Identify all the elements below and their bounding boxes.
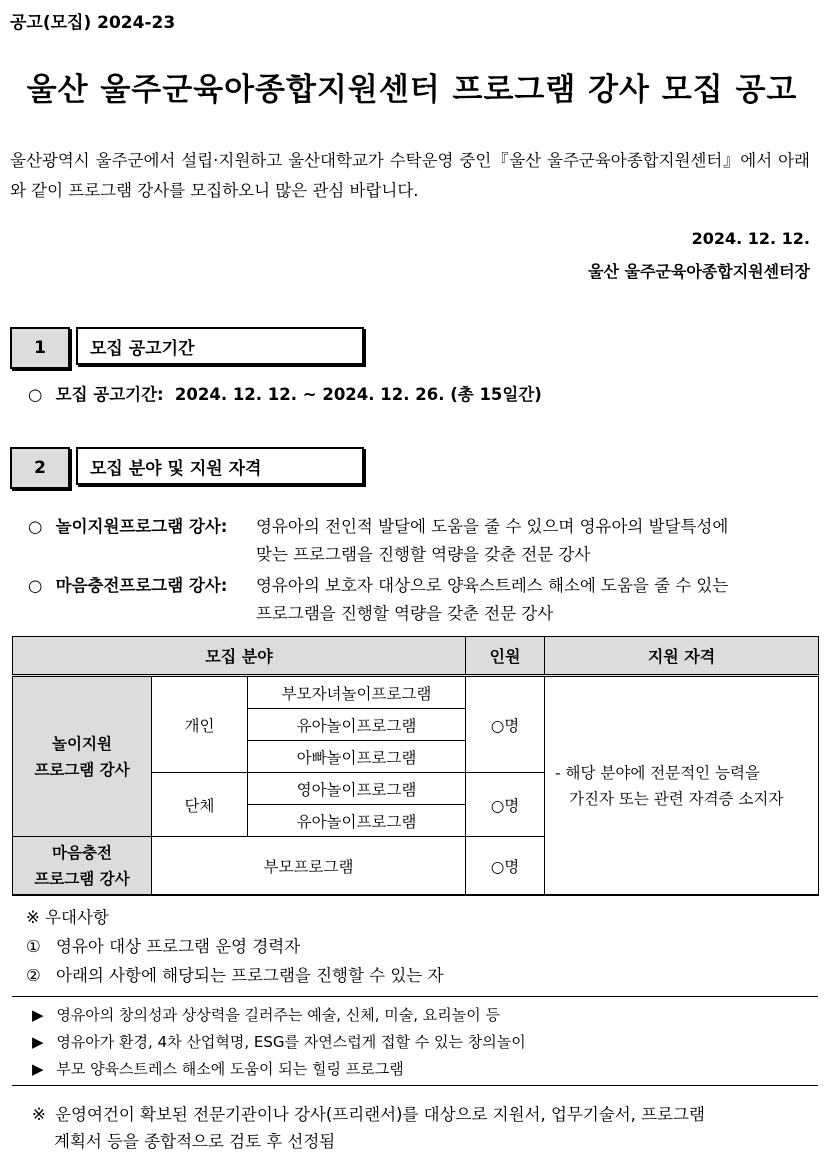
issuer-name: 울산 울주군육아종합지원센터장 — [588, 262, 810, 281]
subgroup-group: 단체 — [152, 773, 248, 837]
section-2-heading: 모집 분야 및 지원 자격 — [76, 447, 364, 485]
triangle-bullet-icon: ▶ — [32, 1033, 44, 1051]
header-field: 모집 분야 — [13, 637, 466, 676]
intro-paragraph: 울산광역시 울주군에서 설립·지원하고 울산대학교가 수탁운영 중인『울산 울주군육아종합지원센터』에서 아래와 같이 프로그램 강사를 모집하오니 많은 관심 바랍니다. — [10, 151, 810, 200]
section-2-number: 2 — [10, 447, 70, 489]
triangle-bullet-icon: ▶ — [32, 1060, 44, 1078]
group-name-line: 놀이지원 — [52, 734, 112, 753]
header-qualification: 지원 자격 — [545, 637, 819, 676]
preference-text: 아래의 사항에 해당되는 프로그램을 진행할 수 있는 자 — [56, 966, 444, 985]
count-cell: ○명 — [466, 773, 545, 837]
program-cell: 부모프로그램 — [152, 837, 466, 896]
selection-note — [32, 1101, 705, 1125]
table-header-row — [13, 637, 819, 676]
program-cell: 부모자녀놀이프로그램 — [248, 676, 466, 709]
page-title: 울산 울주군육아종합지원센터 프로그램 강사 모집 공고 — [26, 72, 798, 108]
group-heart-name — [13, 837, 152, 896]
count-cell: ○명 — [466, 837, 545, 896]
section-1-period — [28, 381, 542, 405]
field-desc-line: 프로그램을 진행할 역량을 갖춘 전문 강사 — [256, 604, 554, 623]
header-count: 인원 — [466, 637, 545, 676]
subgroup-individual: 개인 — [152, 676, 248, 773]
program-cell: 유아놀이프로그램 — [248, 805, 466, 837]
qualification-line: - 해당 분야에 전문적인 능력을 — [555, 763, 760, 782]
section-1-heading: 모집 공고기간 — [76, 327, 364, 365]
field-label: 놀이지원프로그램 강사: — [55, 517, 228, 536]
program-cell: 아빠놀이프로그램 — [248, 741, 466, 773]
preference-text: 영유아 대상 프로그램 운영 경력자 — [56, 937, 301, 956]
group-name-line: 프로그램 강사 — [34, 760, 130, 779]
divider — [12, 1085, 818, 1086]
qualification-line: 가진자 또는 관련 자격증 소지자 — [569, 789, 784, 808]
circle-bullet: ○ — [28, 576, 43, 595]
circled-number: ① — [26, 937, 41, 956]
field-label: 마음충전프로그램 강사: — [55, 576, 228, 595]
bullet-text: 영유아가 환경, 4차 산업혁명, ESG를 자연스럽게 접할 수 있는 창의놀이 — [56, 1033, 526, 1051]
note-text: 운영여건이 확보된 전문기관이나 강사(프리랜서)를 대상으로 지원서, 업무기술서, 프로그램 — [55, 1105, 705, 1124]
program-cell: 영아놀이프로그램 — [248, 773, 466, 805]
period-value: 2024. 12. 12. ~ 2024. 12. 26. (총 15일간) — [174, 385, 542, 404]
document-number: 공고(모집) 2024-23 — [10, 13, 176, 33]
count-cell: ○명 — [466, 676, 545, 773]
divider — [12, 996, 818, 997]
program-cell: 유아놀이프로그램 — [248, 709, 466, 741]
preference-item — [26, 962, 443, 986]
triangle-bullet-icon: ▶ — [32, 1006, 44, 1024]
circled-number: ② — [26, 966, 41, 985]
field-desc-line: 맞는 프로그램을 진행할 역량을 갖춘 전문 강사 — [256, 545, 591, 564]
period-label: 모집 공고기간: — [55, 385, 164, 404]
field-item-heart — [28, 572, 227, 596]
table-row — [13, 676, 819, 709]
group-name-line: 마음충전 — [52, 843, 112, 862]
bullet-item — [32, 1004, 500, 1025]
field-item-play — [28, 513, 227, 537]
qualification-cell — [545, 676, 819, 896]
circle-bullet: ○ — [28, 385, 43, 404]
announcement-date: 2024. 12. 12. — [691, 229, 810, 248]
bullet-item — [32, 1058, 404, 1079]
bullet-item — [32, 1031, 526, 1052]
preference-title: ※ 우대사항 — [26, 908, 109, 927]
field-desc-line: 영유아의 전인적 발달에 도움을 줄 수 있으며 영유아의 발달특성에 — [256, 517, 729, 536]
bullet-text: 영유아의 창의성과 상상력을 길러주는 예술, 신체, 미술, 요리놀이 등 — [56, 1006, 501, 1024]
bullet-text: 부모 양육스트레스 해소에 도움이 되는 힐링 프로그램 — [56, 1060, 404, 1078]
group-name-line: 프로그램 강사 — [34, 869, 130, 888]
note-mark: ※ — [32, 1105, 46, 1124]
field-desc-line: 영유아의 보호자 대상으로 양육스트레스 해소에 도움을 줄 수 있는 — [256, 576, 729, 595]
circle-bullet: ○ — [28, 517, 43, 536]
recruitment-table — [12, 636, 819, 896]
preference-item — [26, 933, 300, 957]
note-text-line2: 계획서 등을 종합적으로 검토 후 선정됨 — [54, 1132, 336, 1151]
section-1-number: 1 — [10, 327, 70, 369]
group-play-name — [13, 676, 152, 837]
